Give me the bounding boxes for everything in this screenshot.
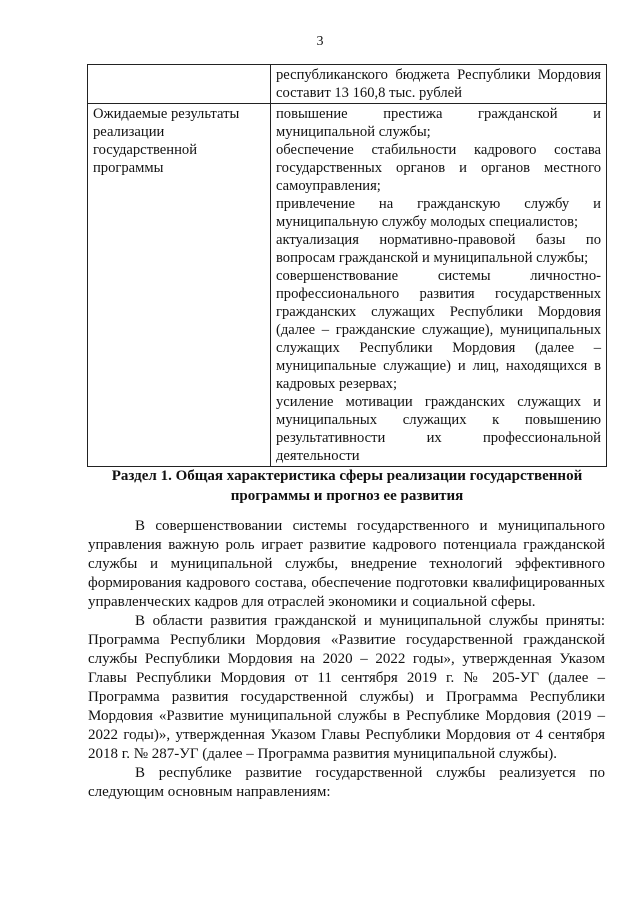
section-title: Раздел 1. Общая характеристика сферы реализации государственной программы и прогноз ее развития bbox=[111, 468, 583, 504]
list-item: привлечение на гражданскую службу и муниципальную службу молодых специалистов; bbox=[276, 196, 601, 230]
list-item: повышение престижа гражданской и муниципальной службы; bbox=[276, 106, 601, 140]
table-cell-value: республиканского бюджета Республики Мордовия составит 13 160,8 тыс. рублей bbox=[271, 65, 607, 104]
paragraph: В области развития гражданской и муниципальной службы приняты: Программа Республики Мордовия «Развитие государственной гражданской службы Республики Мордовия на 2020 – 2022 годы», утвержденная Указом Главы Республики Мордовия от 11 сентября 2019 г. № 205-УГ (далее – Программа развития государственной службы) и Программа Республики Мордовия «Развитие муниципальной службы в Республике Мордовия (2019 – 2022 годы)», утвержденная Указом Главы Республики Мордовия от 4 сентября 2018 г. № 287-УГ (далее – Программа развития муниципальной службы). bbox=[88, 613, 605, 762]
program-passport-table bbox=[87, 64, 607, 467]
list-item: совершенствование системы личностно-профессионального развития государственных гражданских служащих Республики Мордовия (далее – гражданские служащие), муниципальных служащих Республики Мордовия (далее – муниципальные служащие) и лиц, находящихся в кадровых резервах; bbox=[276, 268, 601, 392]
table-cell-label bbox=[88, 65, 271, 104]
list-item: обеспечение стабильности кадрового состава государственных органов и органов местного самоуправления; bbox=[276, 142, 601, 194]
table-row bbox=[88, 104, 607, 467]
expected-results-label: Ожидаемые результаты реализации государственной программы bbox=[88, 104, 271, 467]
list-item: актуализация нормативно-правовой базы по вопросам гражданской и муниципальной службы; bbox=[276, 232, 601, 266]
paragraph: В совершенствовании системы государственного и муниципального управления важную роль играет развитие кадрового потенциала гражданской службы и муниципальной службы, внедрение технологий эффективного формирования кадрового состава, обеспечение подготовки квалифицированных управленческих кадров для отраслей экономики и социальной сферы. bbox=[88, 518, 605, 610]
page-number: 3 bbox=[316, 34, 324, 49]
table-row bbox=[88, 65, 607, 104]
list-item: усиление мотивации гражданских служащих и муниципальных служащих к повышению результативности их профессиональной деятельности bbox=[276, 394, 601, 464]
section-body bbox=[88, 517, 605, 802]
expected-results-list bbox=[271, 104, 607, 467]
paragraph: В республике развитие государственной службы реализуется по следующим основным направлениям: bbox=[88, 765, 605, 800]
